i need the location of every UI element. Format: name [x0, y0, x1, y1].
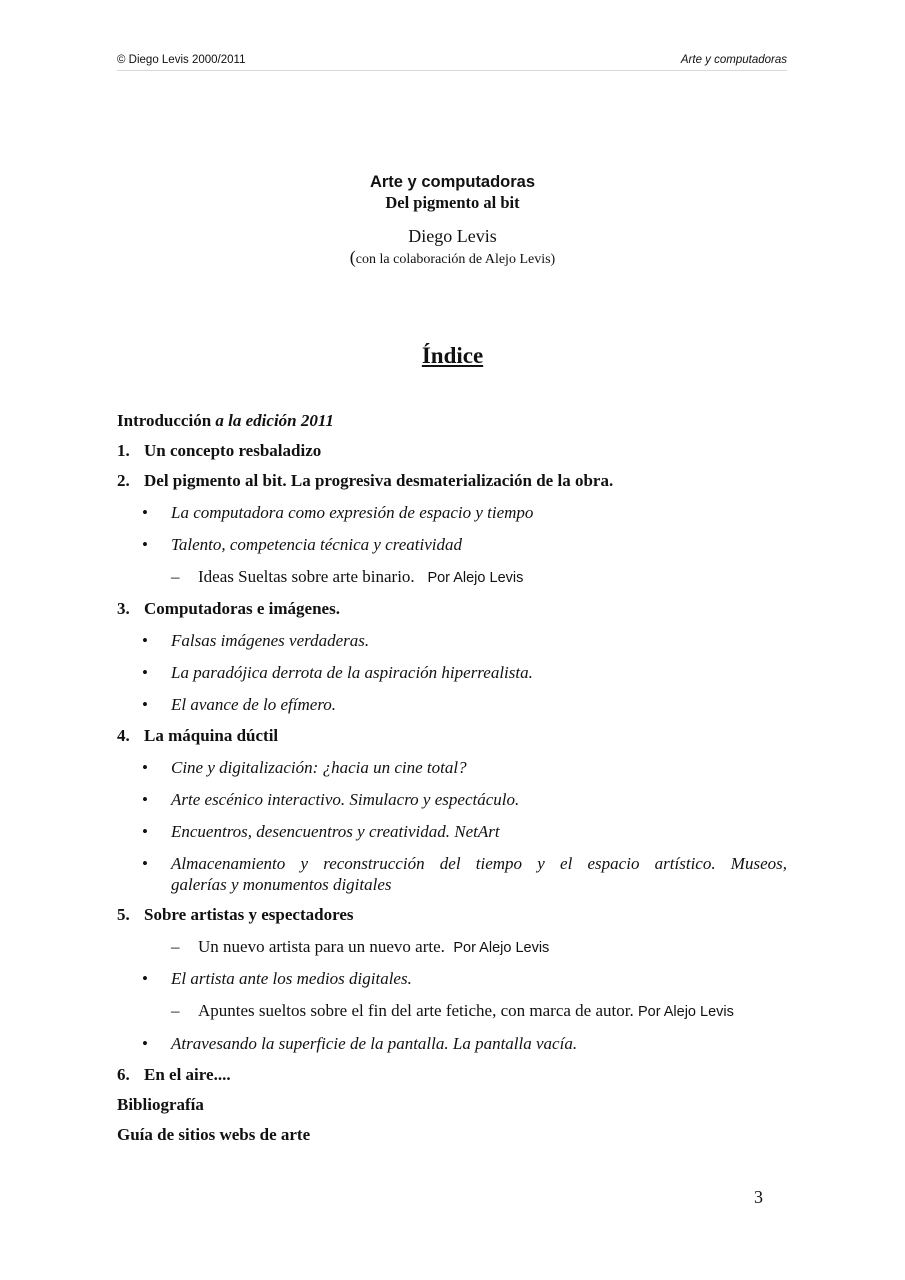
chapter-title: Computadoras e imágenes.: [144, 599, 340, 618]
toc-section: [117, 534, 787, 556]
collab-text: con la colaboración de Alejo Levis): [355, 252, 556, 267]
toc-chapter-4: [117, 725, 787, 747]
subsection-title: Ideas Sueltas sobre arte binario.: [198, 567, 415, 586]
chapter-title: Sobre artistas y espectadores: [144, 905, 354, 924]
toc-section: [117, 789, 787, 811]
section-title: El avance de lo efímero.: [171, 695, 337, 714]
dash-icon: –: [171, 937, 180, 956]
toc-subsection: [117, 1000, 787, 1023]
toc-subsection: [117, 566, 787, 589]
header-book-title: Arte y computadoras: [680, 54, 787, 66]
subsection-title: Apuntes sueltos sobre el fin del arte fetiche, con marca de autor.: [198, 1001, 634, 1020]
section-title-line-1: Almacenamiento y reconstrucción del tiempo y el espacio artístico. Museos,: [171, 854, 787, 873]
bullet-icon: •: [142, 535, 148, 554]
toc-web-guide: Guía de sitios webs de arte: [117, 1125, 311, 1144]
toc-section: [117, 662, 787, 684]
toc-chapter-5: [117, 904, 787, 926]
author-name: Diego Levis: [408, 226, 497, 246]
title-block: [0, 172, 905, 270]
toc-bibliography: Bibliografía: [117, 1095, 204, 1114]
toc-chapter-2: [117, 470, 787, 492]
chapter-number: 6.: [117, 1065, 130, 1084]
collaboration-note: [0, 247, 905, 270]
running-header: [117, 54, 787, 71]
section-title: La paradójica derrota de la aspiración hiperrealista.: [171, 663, 533, 682]
page-number: 3: [754, 1187, 763, 1207]
chapter-number: 4.: [117, 726, 130, 745]
bullet-icon: •: [142, 695, 148, 714]
subsection-author: Por Alejo Levis: [427, 570, 524, 586]
toc-introduction: [117, 410, 787, 432]
toc-chapter-3: [117, 598, 787, 620]
toc-section: [117, 821, 787, 843]
toc-intro-italic: a la edición 2011: [215, 411, 334, 430]
toc-chapter-6: [117, 1064, 787, 1086]
chapter-title: Un concepto resbaladizo: [144, 441, 322, 460]
bullet-icon: •: [142, 1034, 148, 1053]
section-title: El artista ante los medios digitales.: [171, 969, 412, 988]
chapter-number: 3.: [117, 599, 130, 618]
dash-icon: –: [171, 567, 180, 586]
section-title: Falsas imágenes verdaderas.: [171, 631, 370, 650]
bullet-icon: •: [142, 854, 148, 873]
bullet-icon: •: [142, 969, 148, 988]
subsection-title: Un nuevo artista para un nuevo arte.: [198, 937, 445, 956]
dash-icon: –: [171, 1001, 180, 1020]
collab-open-paren: (: [349, 247, 356, 267]
toc-section: [117, 630, 787, 652]
toc-section: [117, 968, 787, 990]
chapter-title: Del pigmento al bit. La progresiva desmaterialización de la obra.: [144, 471, 614, 490]
toc-section: [117, 853, 787, 895]
toc-section: [117, 694, 787, 716]
chapter-title: En el aire....: [144, 1065, 231, 1084]
index-title: Índice: [421, 343, 484, 368]
chapter-number: 5.: [117, 905, 130, 924]
bullet-icon: •: [142, 790, 148, 809]
bullet-icon: •: [142, 503, 148, 522]
bullet-icon: •: [142, 663, 148, 682]
book-title: Arte y computadoras: [369, 173, 536, 191]
header-copyright: © Diego Levis 2000/2011: [117, 54, 246, 66]
section-title: La computadora como expresión de espacio y tiempo: [171, 503, 534, 522]
section-title: Cine y digitalización: ¿hacia un cine total?: [171, 758, 467, 777]
chapter-number: 1.: [117, 441, 130, 460]
subsection-author: Por Alejo Levis: [453, 940, 550, 956]
chapter-number: 2.: [117, 471, 130, 490]
bullet-icon: •: [142, 822, 148, 841]
bullet-icon: •: [142, 758, 148, 777]
toc-subsection: [117, 936, 787, 959]
section-title: Encuentros, desencuentros y creatividad. NetArt: [171, 822, 500, 841]
book-subtitle: Del pigmento al bit: [385, 193, 520, 212]
subsection-author: Por Alejo Levis: [637, 1004, 734, 1020]
toc-section: [117, 757, 787, 779]
section-title: Talento, competencia técnica y creatividad: [171, 535, 462, 554]
toc-section: [117, 1033, 787, 1055]
toc-section: [117, 502, 787, 524]
chapter-title: La máquina dúctil: [144, 726, 279, 745]
section-title-line-2: galerías y monumentos digitales: [171, 875, 392, 894]
section-title: Arte escénico interactivo. Simulacro y espectáculo.: [171, 790, 520, 809]
table-of-contents: [117, 410, 787, 1146]
section-title: Atravesando la superficie de la pantalla. La pantalla vacía.: [171, 1034, 578, 1053]
toc-chapter-1: [117, 440, 787, 462]
toc-intro-text: Introducción: [117, 411, 216, 430]
bullet-icon: •: [142, 631, 148, 650]
